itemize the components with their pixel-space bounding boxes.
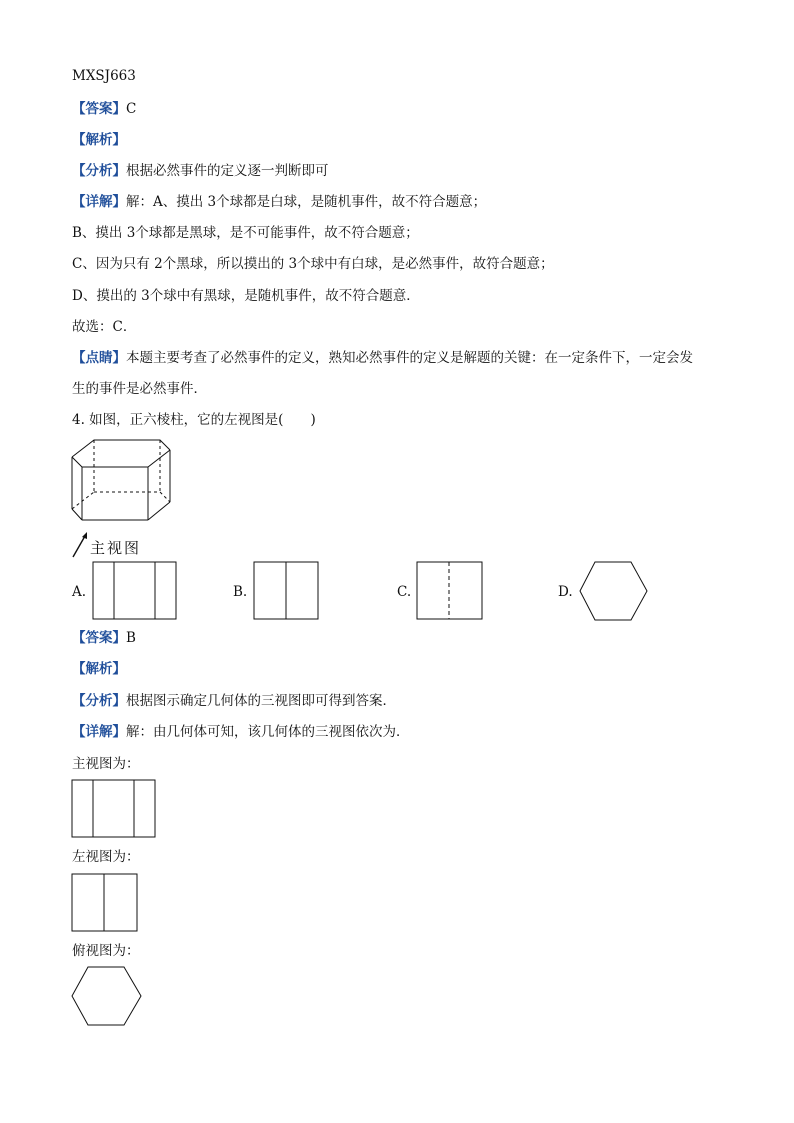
top-view-label: 俯视图为： [72,943,140,959]
q3-dianjing-line [72,349,693,367]
q3-answer-line [72,100,136,118]
arrow-icon [70,530,92,560]
dianjing-text-1: 本题主要考查了必然事件的定义，熟知必然事件的定义是解题的关键：在一定条件下，一定会发 [126,350,693,366]
q4-xiangjie-tag: 【详解】 [72,724,126,740]
option-b-label: B. [233,584,248,600]
q4-question: 4. 如图，正六棱柱，它的左视图是( ) [72,412,316,428]
q3-xiangjie-line [72,193,486,211]
header-code: MXSJ663 [72,68,136,84]
q4-fenxi-text: 根据图示确定几何体的三视图即可得到答案． [126,693,396,709]
xiangjie-tag: 【详解】 [72,194,126,210]
q4-xiangjie-text: 解：由几何体可知，该几何体的三视图依次为． [126,724,410,740]
q3-line-b: B、摸出 3个球都是黑球，是不可能事件，故不符合题意； [72,225,419,241]
front-view-figure [71,779,157,839]
option-d-label: D. [558,584,573,600]
fenxi-tag: 【分析】 [72,163,126,179]
analysis-tag: 【解析】 [72,132,126,148]
q4-xiangjie-line [72,723,410,741]
option-a-figure [92,561,178,621]
fenxi-text: 根据必然事件的定义逐一判断即可 [126,163,329,179]
q4-answer-value: B [126,630,136,646]
q4-fenxi-tag: 【分析】 [72,693,126,709]
answer-value: C [126,101,137,117]
left-view-figure [71,873,139,933]
option-d-figure [579,561,649,621]
q4-answer-line [72,629,136,647]
hexagonal-prism-figure [66,434,186,536]
q4-answer-tag: 【答案】 [72,630,126,646]
top-view-figure [71,966,143,1028]
option-b-figure [253,561,321,621]
xiangjie-text: 解：A、摸出 3个球都是白球，是随机事件，故不符合题意； [126,194,487,210]
q4-fenxi-line [72,692,396,710]
q3-line-c: C、因为只有 2个黑球，所以摸出的 3个球中有白球，是必然事件，故符合题意； [72,256,554,272]
answer-tag: 【答案】 [72,101,126,117]
q3-dianjing-line-2: 生的事件是必然事件． [72,381,207,397]
q3-fenxi-line [72,162,329,180]
dianjing-tag: 【点睛】 [72,350,126,366]
q3-analysis-line [72,131,126,149]
front-view-label: 主视图为： [72,756,140,772]
option-c-label: C. [397,584,412,600]
main-view-label: 主视图 [90,539,142,557]
option-a-label: A. [72,584,87,600]
option-c-figure [416,561,484,621]
q3-choose: 故选：C． [72,319,137,335]
q4-analysis-tag: 【解析】 [72,661,126,677]
q4-analysis-line [72,660,126,678]
q3-line-d: D、摸出的 3个球中有黑球，是随机事件，故不符合题意． [72,288,420,304]
left-view-label: 左视图为： [72,849,140,865]
